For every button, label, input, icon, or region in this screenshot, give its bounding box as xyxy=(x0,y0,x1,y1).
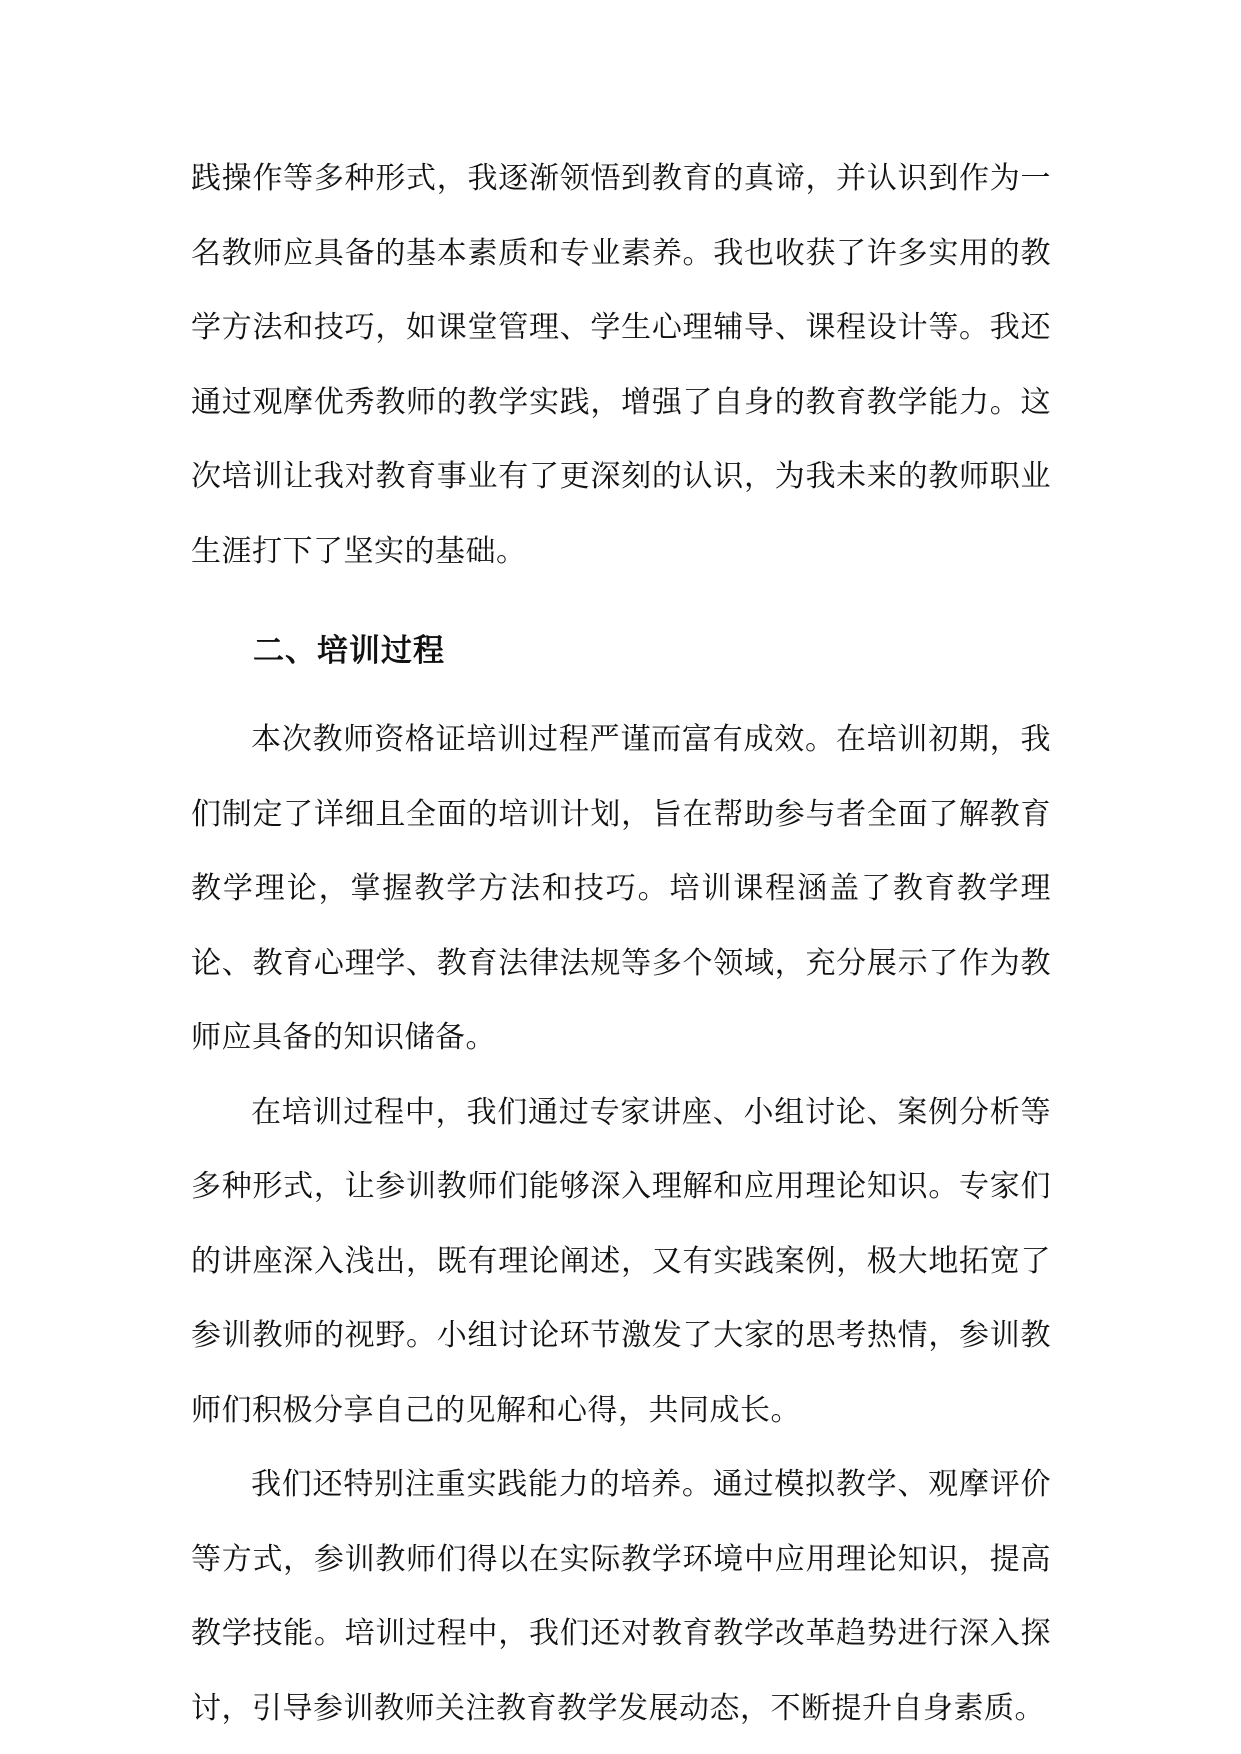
paragraph-3: 我们还特别注重实践能力的培养。通过模拟教学、观摩评价等方式，参训教师们得以在实际教学环境中应用理论知识，提高教学技能。培训过程中，我们还对教育教学改革趋势进行深入探讨，引导参训教师关注教育教学发展动态，不断提升自身素质。 xyxy=(191,1467,1051,1726)
paragraph-2: 在培训过程中，我们通过专家讲座、小组讨论、案例分析等多种形式，让参训教师们能够深入理解和应用理论知识。专家们的讲座深入浅出，既有理论阐述，又有实践案例，极大地拓宽了参训教师的视野。小组讨论环节激发了大家的思考热情，参训教师们积极分享自己的见解和心得，共同成长。 xyxy=(191,1094,1051,1428)
paragraph-1: 本次教师资格证培训过程严谨而富有成效。在培训初期，我们制定了详细且全面的培训计划，旨在帮助参与者全面了解教育教学理论，掌握教学方法和技巧。培训课程涵盖了教育教学理论、教育心理学、教育法律法规等多个领域，充分展示了作为教师应具备的知识储备。 xyxy=(191,722,1051,1055)
section-heading: 二、培训过程 xyxy=(253,633,445,669)
intro-paragraph: 践操作等多种形式，我逐渐领悟到教育的真谛，并认识到作为一名教师应具备的基本素质和专业素养。我也收获了许多实用的教学方法和技巧，如课堂管理、学生心理辅导、课程设计等。我还通过观摩优秀教师的教学实践，增强了自身的教育教学能力。这次培训让我对教育事业有了更深刻的认识，为我未来的教师职业生涯打下了坚实的基础。 xyxy=(191,161,1051,569)
document-body xyxy=(191,142,1051,1746)
